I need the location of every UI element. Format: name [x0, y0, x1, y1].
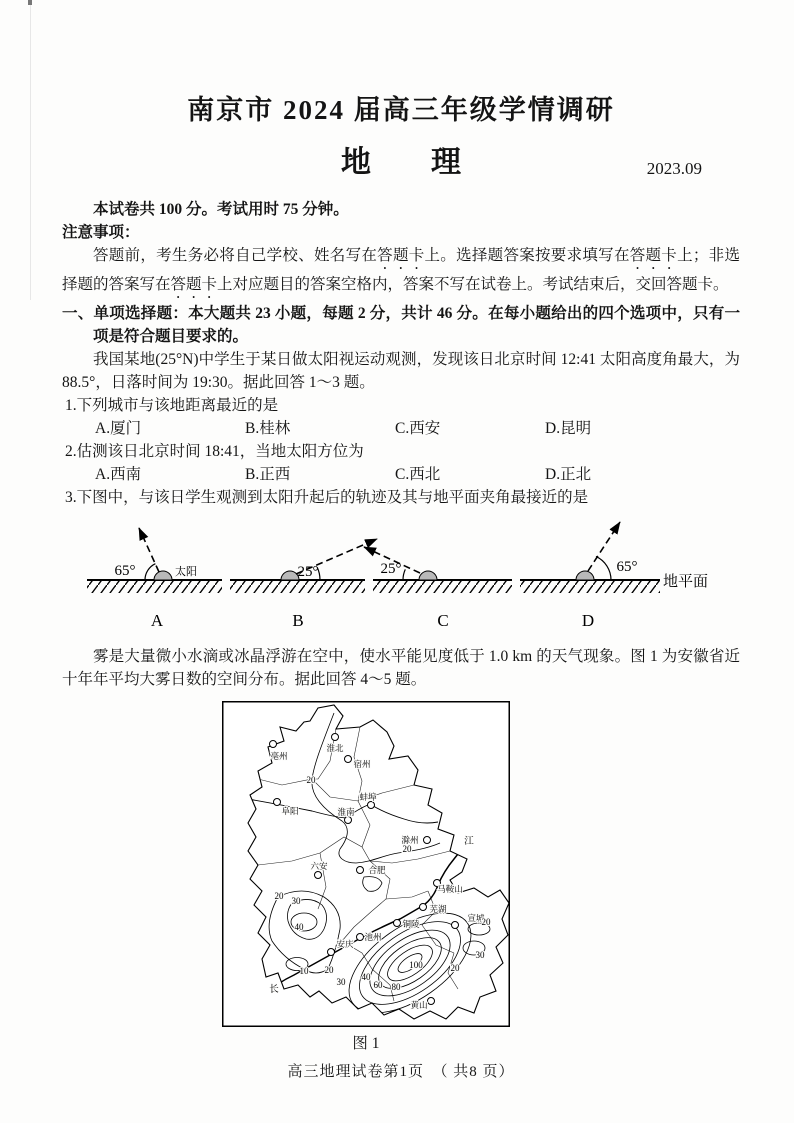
notice-title: 注意事项： [62, 224, 140, 241]
contour-label: 60 [373, 980, 383, 990]
sun-icon [154, 571, 172, 580]
notice-segment-emphasized: 答题卡 [629, 247, 678, 264]
city-label: 宣城 [467, 913, 485, 923]
scan-artifact-mark [28, 0, 32, 5]
notice-segment-emphasized: 答题卡 [377, 247, 425, 264]
exam-date: 2023.09 [646, 159, 702, 178]
notice-segment: 上。选择题答案按要求填写在 [424, 247, 630, 264]
city-marker [420, 904, 427, 911]
city-marker [368, 802, 375, 809]
option-a: A.西南 [95, 466, 142, 483]
city-label: 淮南 [337, 807, 355, 817]
horizon-ground [87, 580, 660, 593]
notice-segment: 上对应题目的答案空格内，答案不写在试卷上。考试结束后，交回答题卡。 [217, 276, 729, 293]
city-label: 铜陵 [402, 919, 420, 929]
panel-letter: A [150, 611, 164, 630]
question-1-options [62, 417, 740, 440]
passage-q1-3: 我国某地(25°N)中学生于某日做太阳视运动观测，发现该日北京时间 12:41 太阳高度角最大，为 88.5°，日落时间为 19:30。据此回答 1～3 题。 [62, 351, 740, 391]
contour-label: 40 [361, 972, 371, 982]
contour-label: 20 [306, 775, 316, 785]
subject-title: 地 理 [341, 146, 461, 179]
city-label: 滁州 [401, 835, 419, 845]
question-2-stem: 2.估测该日北京时间 18:41，当地太阳方位为 [65, 443, 364, 460]
anhui-fog-map [222, 701, 510, 1027]
question-1-stem: 1.下列城市与该地距离最近的是 [65, 397, 279, 414]
city-marker [345, 817, 352, 824]
river-label-jiang: 江 [464, 837, 474, 847]
panel-d [576, 522, 638, 630]
angle-arc [596, 556, 611, 580]
city-marker [328, 949, 335, 956]
contour-label: 30 [291, 896, 301, 906]
option-c: C.西安 [395, 420, 441, 437]
angle-label: 65° [616, 559, 638, 575]
city-label: 黄山 [410, 1000, 428, 1010]
sun-trajectory-diagram [80, 513, 742, 635]
contour-label: 30 [336, 977, 346, 987]
sun-path-arrow [588, 522, 620, 571]
city-label: 池州 [364, 932, 382, 942]
city-label: 淮北 [326, 743, 344, 753]
option-d: D.正北 [545, 466, 592, 483]
city-marker [357, 867, 364, 874]
city-marker [394, 920, 401, 927]
city-label: 合肥 [368, 865, 386, 875]
option-d: D.昆明 [545, 420, 592, 437]
contour-label: 10 [299, 966, 309, 976]
panel-letter: B [292, 611, 304, 630]
contour-label: 20 [481, 917, 491, 927]
city-marker [332, 734, 339, 741]
figure1-caption: 图 1 [352, 1035, 380, 1052]
city-label: 蚌埠 [359, 792, 377, 802]
city-marker [345, 756, 352, 763]
question-2-options [62, 463, 740, 486]
city-label: 安庆 [336, 939, 354, 949]
city-marker [270, 741, 277, 748]
contour-label: 20 [274, 891, 284, 901]
city-marker [315, 872, 322, 879]
option-b: B.正西 [245, 466, 291, 483]
river-label-chang: 长 [269, 985, 279, 995]
notice-body [62, 244, 740, 302]
exam-info: 本试卷共 100 分。考试用时 75 分钟。 [93, 201, 349, 218]
city-label: 阜阳 [281, 806, 299, 816]
notice-segment-emphasized: 答题卡 [170, 276, 218, 293]
sun-diagram-figure [80, 513, 740, 640]
contour-label: 80 [391, 982, 401, 992]
question-3-stem: 3.下图中，与该日学生观测到太阳升起后的轨迹及其与地平面夹角最接近的是 [65, 489, 589, 506]
contour-label: 20 [402, 844, 412, 854]
contour-label: 20 [324, 965, 334, 975]
city-marker [428, 998, 435, 1005]
city-marker [452, 922, 459, 929]
scan-artifact-line [30, 0, 31, 300]
angle-label: 25° [380, 561, 402, 577]
sun-icon [576, 571, 594, 580]
passage-q4-5: 雾是大量微小水滴或冰晶浮游在空中，使水平能见度低于 1.0 km 的天气现象。图 1 为安徽省近十年年平均大雾日数的空间分布。据此回答 4～5 题。 [62, 648, 740, 688]
city-label: 芜湖 [429, 904, 447, 914]
sun-path-arrow [139, 528, 159, 572]
horizon-label: 地平面 [663, 574, 709, 590]
section1-title: 一、单项选择题：本大题共 23 小题，每题 2 分，共计 46 分。在每小题给出的四个选项中，只有一项是符合题目要求的。 [62, 305, 740, 345]
contour-label: 20 [450, 963, 460, 973]
city-marker [424, 837, 431, 844]
contour-label: 100 [409, 960, 423, 970]
contour-label: 30 [475, 950, 485, 960]
sun-icon [281, 571, 299, 580]
angle-arc [403, 569, 405, 580]
city-marker [274, 799, 281, 806]
sun-label: 太阳 [175, 566, 197, 578]
option-c: C.西北 [395, 466, 441, 483]
city-label: 亳州 [270, 751, 288, 761]
panel-letter: C [437, 611, 449, 630]
subject-row [62, 137, 740, 183]
city-label: 六安 [310, 861, 328, 871]
angle-label: 65° [114, 563, 136, 579]
sun-icon [419, 571, 437, 580]
city-marker [357, 934, 364, 941]
city-label: 马鞍山 [437, 884, 463, 894]
notice-segment: 上；非选择题的答案写在 [62, 247, 740, 293]
contour-label: 40 [294, 922, 304, 932]
angle-label: 25° [297, 564, 319, 580]
figure1 [222, 701, 510, 1032]
notice-segment: 答题前，考生务必将自己学校、姓名写在 [93, 247, 378, 264]
option-a: A.厦门 [95, 420, 142, 437]
option-b: B.桂林 [245, 420, 291, 437]
page-title: 南京市 2024 届高三年级学情调研 [187, 95, 615, 125]
city-label: 宿州 [353, 759, 371, 769]
page-footer: 高三地理试卷第1页 （ 共8 页） [287, 1064, 515, 1080]
panel-letter: D [581, 611, 595, 630]
